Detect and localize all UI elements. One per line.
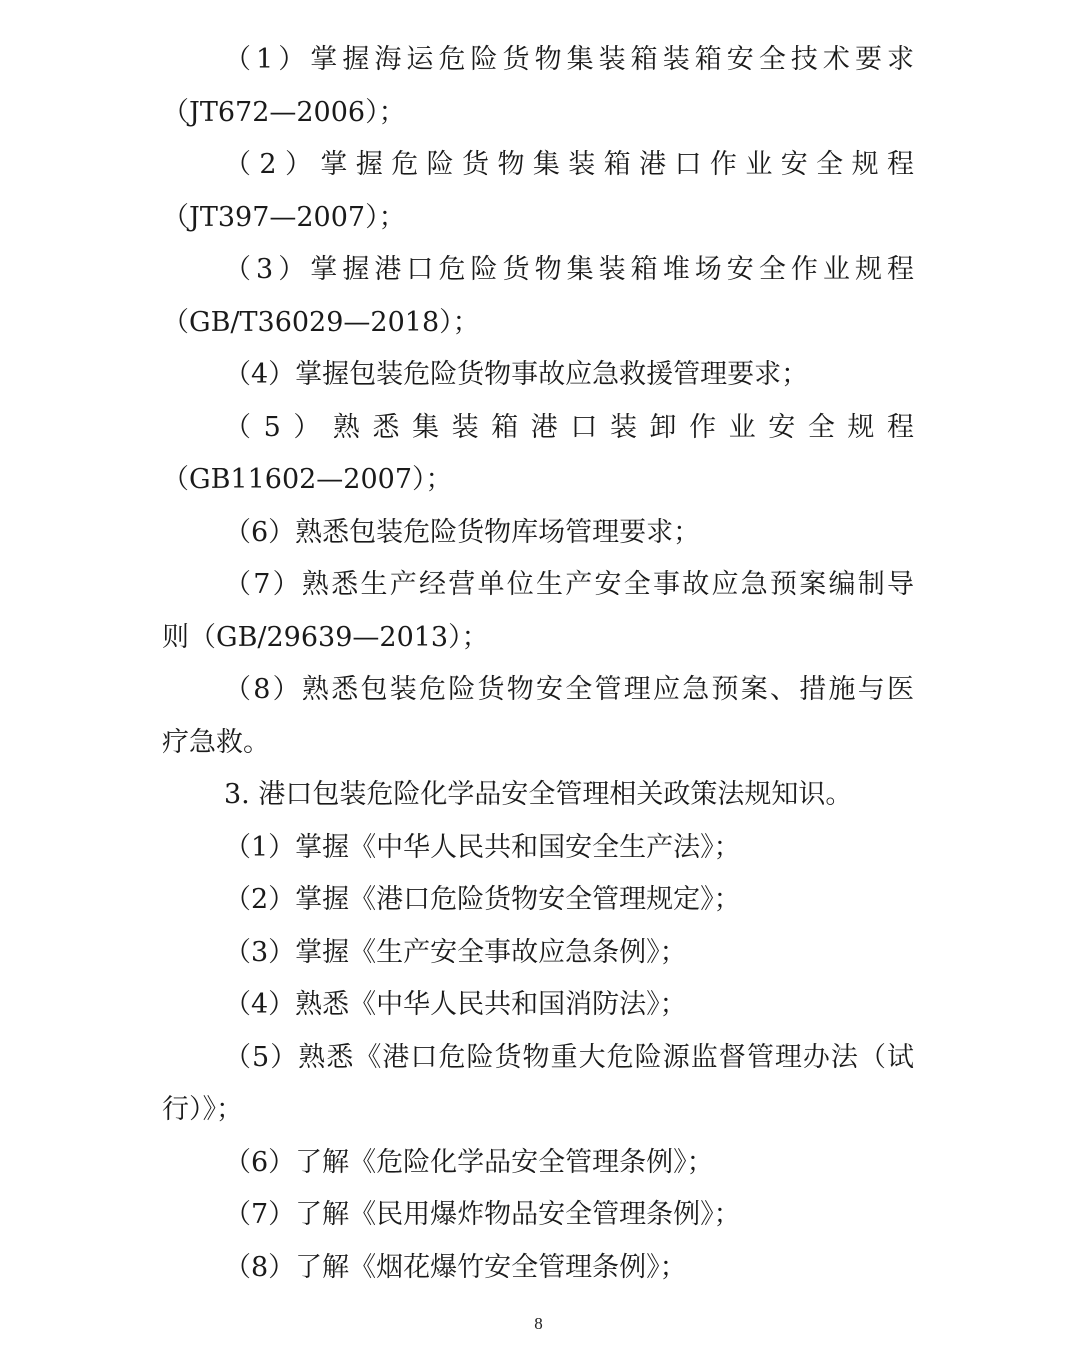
paragraph-line: （2）掌握《港口危险货物安全管理规定》； bbox=[224, 884, 741, 915]
paragraph-line: （6）熟悉包装危险货物库场管理要求； bbox=[224, 516, 701, 548]
paragraph-line: （8）了解《烟花爆竹安全管理条例》； bbox=[224, 1251, 687, 1283]
paragraph-line: （4）熟悉《中华人民共和国消防法》； bbox=[224, 989, 687, 1020]
paragraph-line: （GB11602—2007）； bbox=[162, 464, 453, 495]
page-number: 8 bbox=[534, 1314, 543, 1333]
paragraph-line: （1）掌握海运危险货物集装箱装箱安全技术要求 bbox=[224, 44, 914, 75]
paragraph-line: （JT397—2007）； bbox=[162, 201, 406, 233]
paragraph-line: 疗急救。 bbox=[162, 726, 270, 758]
paragraph-line: （3）掌握《生产安全事故应急条例》； bbox=[224, 936, 687, 968]
paragraph-line: （8）熟悉包装危险货物安全管理应急预案、措施与医 bbox=[224, 674, 914, 705]
paragraph-line: 行）》； bbox=[162, 1094, 243, 1125]
paragraph-line: （5）熟悉《港口危险货物重大危险源监督管理办法（试 bbox=[224, 1041, 914, 1073]
document-body bbox=[162, 34, 914, 1294]
paragraph-line: （7）了解《民用爆炸物品安全管理条例》； bbox=[224, 1199, 741, 1230]
paragraph-line: （6）了解《危险化学品安全管理条例》； bbox=[224, 1146, 714, 1178]
paragraph-line: 则（GB/29639—2013）； bbox=[162, 621, 489, 653]
paragraph-line: （7）熟悉生产经营单位生产安全事故应急预案编制导 bbox=[224, 569, 914, 600]
paragraph-line: （1）掌握《中华人民共和国安全生产法》； bbox=[224, 831, 741, 863]
paragraph-line: （2）掌握危险货物集装箱港口作业安全规程 bbox=[224, 149, 914, 180]
paragraph-line: （4）掌握包装危险货物事故应急救援管理要求； bbox=[224, 359, 809, 390]
paragraph-line: （5）熟悉集装箱港口装卸作业安全规程 bbox=[224, 411, 914, 443]
paragraph-line: （GB/T36029—2018）； bbox=[162, 306, 480, 338]
section-heading: 3. 港口包装危险化学品安全管理相关政策法规知识。 bbox=[224, 779, 853, 810]
paragraph-line: （3）掌握港口危险货物集装箱堆场安全作业规程 bbox=[224, 254, 914, 285]
paragraph-line: （JT672—2006）； bbox=[162, 96, 406, 128]
